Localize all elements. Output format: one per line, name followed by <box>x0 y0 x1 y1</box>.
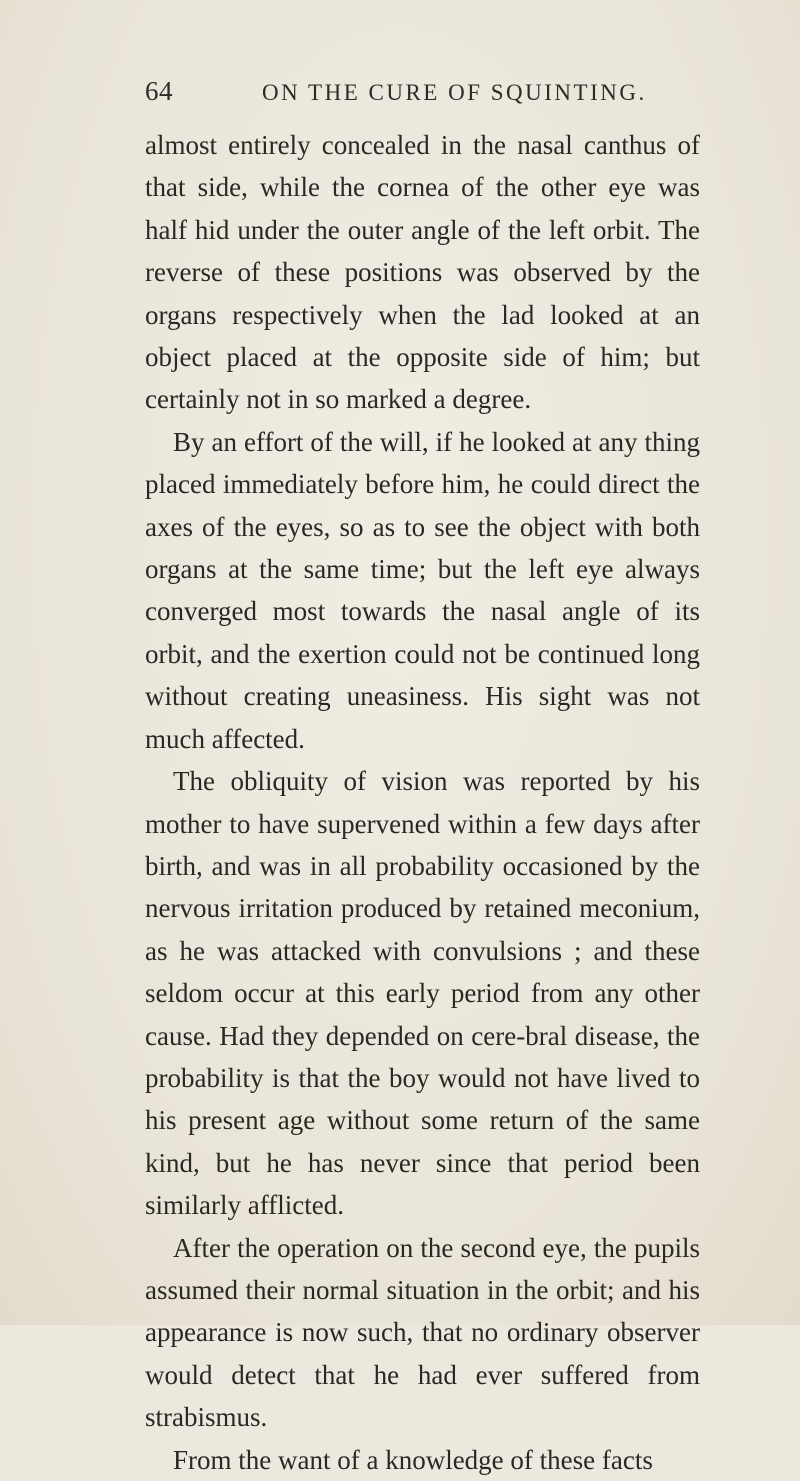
page-number: 64 <box>145 76 173 106</box>
paragraph-2: By an effort of the will, if he looked at any thing placed immediately before him, he could direct the axes of the eyes, so as to see the object with both organs at the same time; but the left eye always converged most towards the nasal angle of its orbit, and the exertion could not be continued long without creating uneasiness. His sight was not much affected. <box>145 426 700 754</box>
body-text <box>145 124 700 1481</box>
paragraph-1: almost entirely concealed in the nasal canthus of that side, while the cornea of the other eye was half hid under the outer angle of the left orbit. The reverse of these positions was observed by the organs respectively when the lad looked at an object placed at the opposite side of him; but certainly not in so marked a degree. <box>145 130 700 415</box>
page-header <box>145 76 705 116</box>
running-head: ON THE CURE OF SQUINTING. <box>262 80 647 105</box>
paragraph-4: After the operation on the second eye, the pupils assumed their normal situation in the orbit; and his appearance is now such, that no ordinary observer would detect that he had ever suffered from strabismus. <box>145 1232 700 1433</box>
paragraph-3: The obliquity of vision was reported by his mother to have supervened within a few days after birth, and was in all probability occasioned by the nervous irritation produced by retained meconium, as he was attacked with convulsions ; and these seldom occur at this early period from any other cause. Had they depended on cere-bral disease, the probability is that the boy would not have lived to his present age without some return of the same kind, but he has never since that period been similarly afflicted. <box>145 766 700 1221</box>
paragraph-5: From the want of a knowledge of these facts <box>173 1444 653 1475</box>
